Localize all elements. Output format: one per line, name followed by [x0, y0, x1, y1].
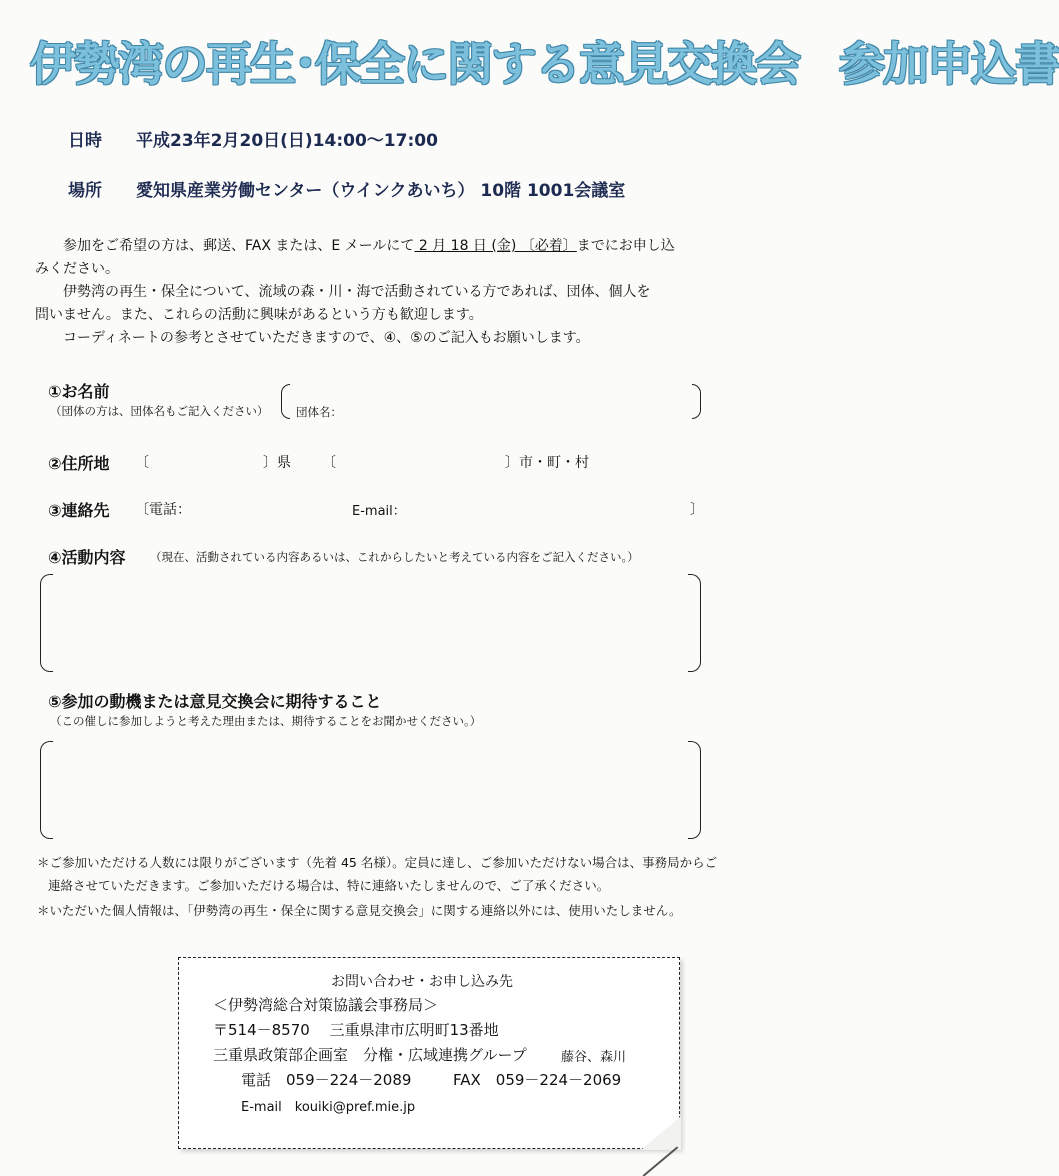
city-suffix: 〕市・町・村: [505, 455, 589, 471]
note-capacity: [37, 851, 717, 897]
address-label: ②住所地: [48, 454, 110, 473]
address-open-bracket-1: 〔: [135, 455, 149, 471]
place-value: 愛知県産業労働センター（ウインクあいち） 10階 1001会議室: [136, 181, 626, 201]
motive-textarea[interactable]: [60, 745, 680, 833]
note-privacy: ＊いただいた個人情報は、「伊勢湾の再生・保全に関する意見交換会」に関する連絡以外には、使用いたしません。: [37, 903, 682, 918]
activity-textarea[interactable]: [60, 578, 680, 666]
group-name-label: 団体名：: [296, 405, 342, 419]
deadline-text: 2 月 18 日 (金) 〔必着〕: [414, 238, 577, 254]
date-label: 日時: [68, 131, 102, 151]
title-main: 伊勢湾の再生･保全に関する意見交換会: [30, 37, 799, 91]
date-value: 平成23年2月20日(日)14:00～17:00: [136, 131, 438, 151]
place-row: [68, 176, 625, 201]
prefecture-input[interactable]: [155, 448, 265, 472]
title-sub: 参加申込書: [839, 37, 1059, 91]
contact-close-bracket: 〕: [690, 502, 704, 518]
motive-bracket-left: [40, 741, 53, 839]
contact-address: 〒514－8570 三重県津市広明町13番地: [213, 1021, 499, 1039]
contact-phone: 電話 059－224－2089: [241, 1071, 412, 1089]
page-title: [30, 28, 1059, 94]
activity-note: （現在、活動されている内容あるいは、これからしたいと考えている内容をご記入ください。）: [150, 550, 639, 564]
address-open-bracket-2: 〔: [322, 455, 336, 471]
intro-line1-end: までにお申し込: [576, 238, 675, 254]
activity-bracket-right: [688, 574, 701, 672]
place-label: 場所: [68, 181, 102, 201]
contact-fax: FAX 059－224－2069: [453, 1071, 622, 1089]
intro-line3: コーディネートの参考とさせていただきますので、④、⑤のご記入もお願いします。: [63, 330, 590, 346]
intro-line1-text: 参加をご希望の方は、郵送、FAX または、E メールにて: [63, 238, 415, 254]
phone-label: 〔電話：: [135, 502, 191, 518]
intro-line2-cont: 問いません。また、これらの活動に興味があるという方も歓迎します。: [35, 307, 483, 323]
name-input[interactable]: [345, 388, 685, 418]
name-label: ①お名前: [48, 382, 110, 401]
contact-label: ③連絡先: [48, 501, 110, 520]
name-bracket-right: [692, 384, 701, 419]
email-input[interactable]: [412, 495, 682, 519]
page-fold-line: [643, 1146, 678, 1176]
motive-label: ⑤参加の動機または意見交換会に期待すること: [48, 692, 382, 711]
contact-email[interactable]: E-mail kouiki@pref.mie.jp: [241, 1100, 416, 1115]
activity-bracket-left: [40, 574, 53, 672]
name-bracket-left: [281, 384, 290, 419]
contact-dept: 三重県政策部企画室 分権・広域連携グループ: [213, 1046, 527, 1064]
intro-paragraph: [35, 235, 745, 350]
phone-input[interactable]: [195, 495, 345, 519]
contact-org: ＜伊勢湾総合対策協議会事務局＞: [213, 996, 439, 1014]
motive-note: （この催しに参加しようと考えた理由または、期待することをお聞かせください。）: [50, 714, 482, 728]
note-capacity-line1: ＊ご参加いただける人数には限りがございます（先着 45 名様）。定員に達し、ご参加いただけない場合は、事務局からご: [37, 855, 718, 870]
activity-label: ④活動内容: [48, 548, 126, 567]
contact-heading: お問い合わせ・お申し込み先: [331, 974, 513, 990]
intro-line2: 伊勢湾の再生・保全について、流域の森・川・海で活動されている方であれば、団体、個人を: [63, 284, 651, 300]
motive-bracket-right: [688, 741, 701, 839]
note-capacity-line2: 連絡させていただきます。ご参加いただける場合は、特に連絡いたしませんので、ご了承ください。: [48, 878, 610, 893]
city-input[interactable]: [342, 448, 507, 472]
email-label: E-mail：: [352, 504, 406, 519]
contact-staff: 藤谷、森川: [561, 1050, 627, 1065]
date-row: [68, 126, 438, 151]
contact-box: [178, 957, 680, 1149]
intro-line1-cont: みください。: [35, 261, 119, 277]
prefecture-suffix: 〕県: [263, 455, 291, 471]
page-fold-corner: [641, 1116, 681, 1150]
name-note: （団体の方は、団体名もご記入ください）: [50, 404, 269, 418]
